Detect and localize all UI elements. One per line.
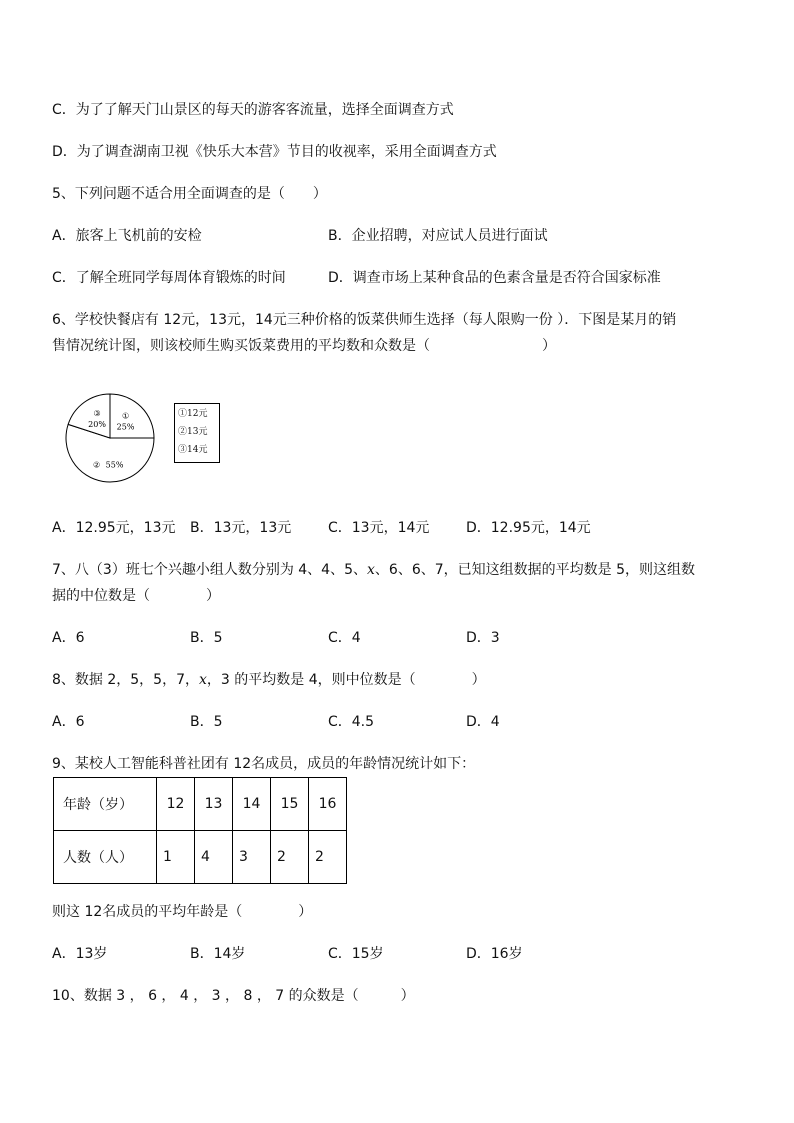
q8-stem-part1: 8、数据 2，5，5，7， (52, 672, 199, 688)
age-cell: 14 (233, 778, 271, 831)
pie-legend (174, 403, 220, 463)
q7-stem-line1 (52, 560, 695, 580)
q6-stem-line1: 6、学校快餐店有 12元，13元，14元三种价格的饭菜供师生选择（每人限购一份 ）．下图是某月的销 (52, 312, 677, 328)
pie-label-1: ① (121, 411, 130, 421)
age-cell: 15 (271, 778, 309, 831)
q6-option-d: D．12.95元，14元 (466, 520, 591, 536)
q7-stem-line2: 据的中位数是（ ） (52, 588, 220, 604)
count-cell: 3 (233, 831, 271, 884)
q7-stem-part1: 7、八（3）班七个兴趣小组人数分别为 4、4、5、 (52, 562, 367, 578)
q7-option-c: C．4 (328, 630, 361, 646)
q9-option-b: B．14岁 (190, 946, 246, 962)
age-table-header-count: 人数（人） (54, 831, 157, 884)
pie-chart (64, 392, 156, 484)
q5-option-d: D．调查市场上某种食品的色素含量是否符合国家标准 (328, 270, 661, 286)
q9-stem: 9、某校人工智能科普社团有 12名成员，成员的年龄情况统计如下： (52, 756, 476, 772)
pie-label-2: ② (92, 460, 101, 470)
q8-variable-x: x (199, 672, 207, 688)
pie-percent-3: 20% (88, 420, 106, 430)
q8-option-c: C．4.5 (328, 714, 375, 730)
q8-option-b: B．5 (190, 714, 223, 730)
q4-option-c: C．为了了解天门山景区的每天的游客客流量，选择全面调查方式 (52, 102, 454, 118)
age-table-header-age: 年龄（岁） (54, 778, 157, 831)
pie-chart-svg (64, 392, 156, 484)
q4-option-d: D．为了调查湖南卫视《快乐大本营》节目的收视率，采用全面调查方式 (52, 144, 497, 160)
count-cell: 4 (195, 831, 233, 884)
q8-stem (52, 670, 486, 690)
pie-percent-1: 25% (116, 422, 135, 432)
q7-stem-part2: 、6、6、7，已知这组数据的平均数是 5，则这组数 (374, 562, 695, 578)
q8-option-a: A．6 (52, 714, 85, 730)
age-table-row-ages (54, 778, 347, 831)
q8-stem-part2: ，3 的平均数是 4，则中位数是（ ） (206, 672, 486, 688)
count-cell: 2 (309, 831, 347, 884)
q7-option-a: A．6 (52, 630, 85, 646)
q9-option-a: A．13岁 (52, 946, 108, 962)
legend-item-12: ①12元 (178, 409, 208, 419)
q10-stem: 10、数据 3 ， 6 ， 4 ， 3 ， 8 ， 7 的众数是（ ） (52, 988, 415, 1004)
q9-question: 则这 12名成员的平均年龄是（ ） (52, 904, 313, 920)
q6-option-a: A．12.95元，13元 (52, 520, 176, 536)
q8-option-d: D．4 (466, 714, 500, 730)
q9-option-d: D．16岁 (466, 946, 523, 962)
q5-stem: 5、下列问题不适合用全面调查的是（ ） (52, 186, 327, 202)
age-cell: 12 (157, 778, 195, 831)
pie-percent-2: 55% (105, 460, 124, 470)
age-cell: 13 (195, 778, 233, 831)
count-cell: 2 (271, 831, 309, 884)
q7-option-b: B．5 (190, 630, 223, 646)
q6-option-c: C．13元，14元 (328, 520, 430, 536)
q5-option-a: A．旅客上飞机前的安检 (52, 228, 202, 244)
q5-option-c: C．了解全班同学每周体育锻炼的时间 (52, 270, 286, 286)
legend-item-14: ③14元 (178, 445, 208, 455)
q6-stem-line2: 售情况统计图，则该校师生购买饭菜费用的平均数和众数是（ ） (52, 338, 556, 354)
q6-option-b: B．13元，13元 (190, 520, 292, 536)
pie-label-3: ③ (93, 409, 101, 419)
q5-option-b: B．企业招聘，对应试人员进行面试 (328, 228, 548, 244)
q7-variable-x: x (367, 562, 375, 578)
age-table (53, 777, 347, 884)
q9-option-c: C．15岁 (328, 946, 384, 962)
age-table-row-counts (54, 831, 347, 884)
legend-item-13: ②13元 (178, 427, 208, 437)
age-cell: 16 (309, 778, 347, 831)
count-cell: 1 (157, 831, 195, 884)
q7-option-d: D．3 (466, 630, 500, 646)
